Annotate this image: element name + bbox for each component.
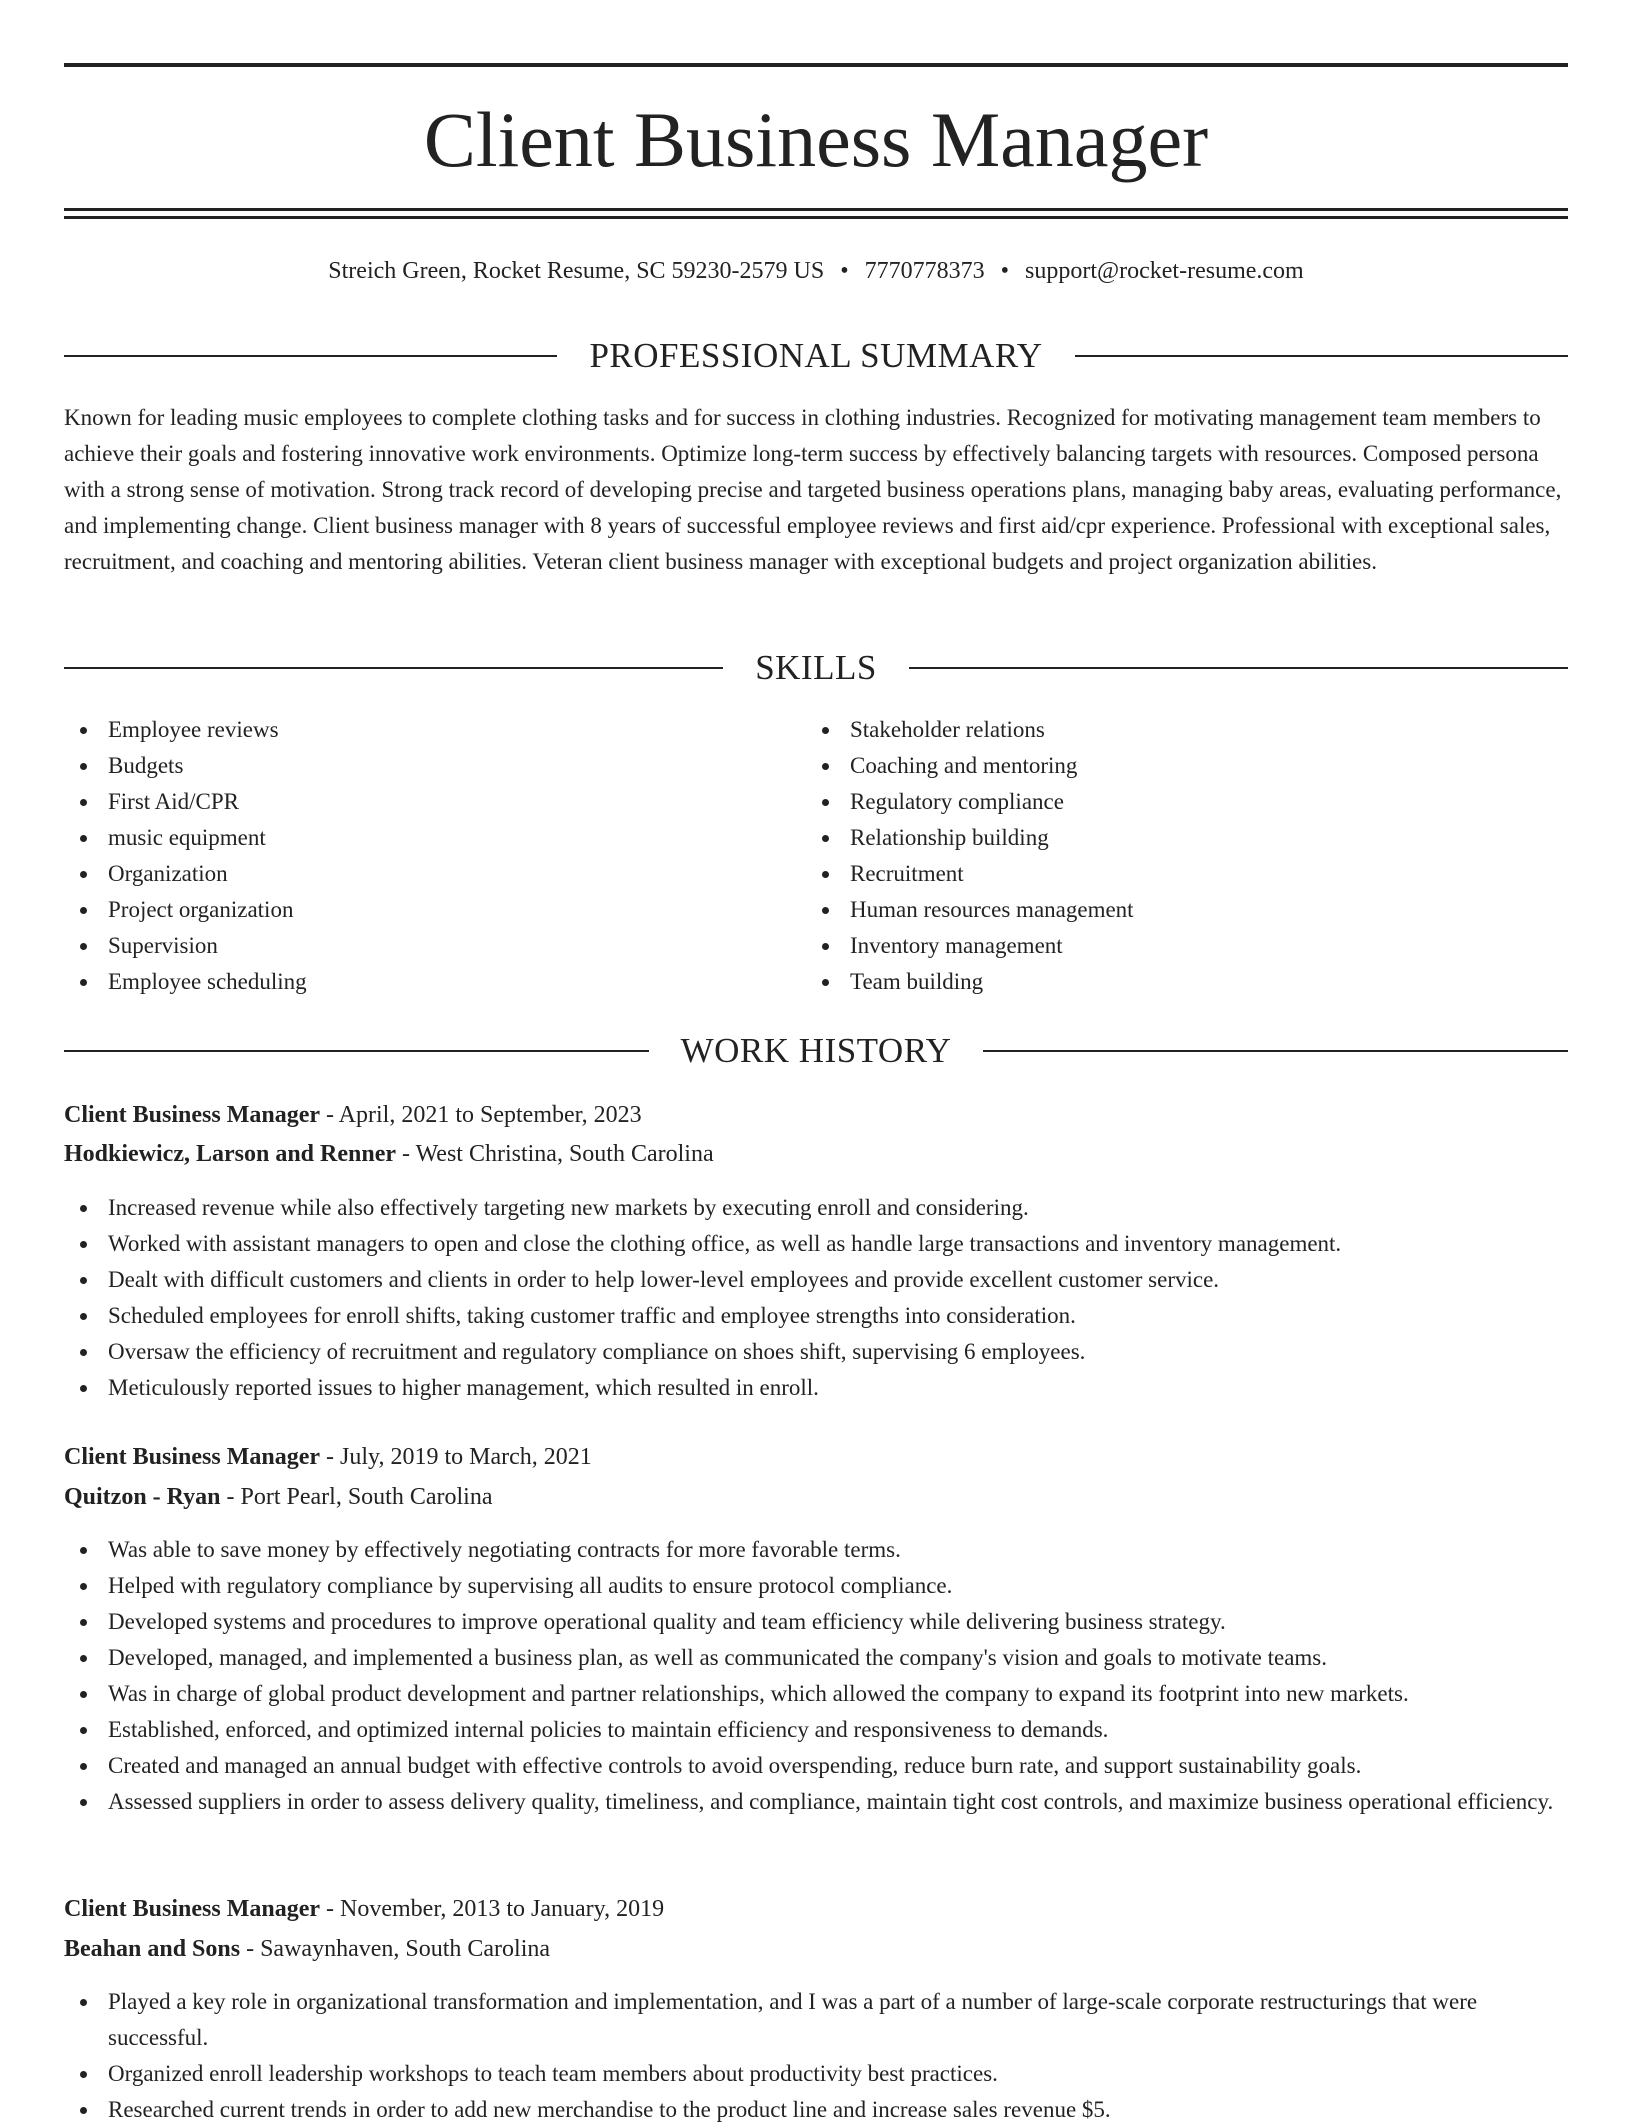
section-title: PROFESSIONAL SUMMARY (589, 336, 1043, 375)
contact-email: support@rocket-resume.com (1025, 258, 1304, 284)
job-title-line (64, 1890, 1568, 1928)
section-rule (909, 667, 1568, 669)
job-location: - Sawaynhaven, South Carolina (240, 1936, 551, 1962)
skill-item: Relationship building (806, 820, 1548, 856)
job-dates: - November, 2013 to January, 2019 (320, 1896, 665, 1922)
job-company-line (64, 1135, 1568, 1173)
job-title: Client Business Manager (64, 1102, 321, 1128)
job-company-line (64, 1478, 1568, 1516)
job-title: Client Business Manager (64, 1896, 321, 1922)
skill-item: Team building (806, 964, 1548, 1000)
skill-item: Inventory management (806, 928, 1548, 964)
job-location: - Port Pearl, South Carolina (220, 1484, 493, 1510)
skill-item: Coaching and mentoring (806, 748, 1548, 784)
job-duty-item: Helped with regulatory compliance by supervising all audits to ensure protocol compliance. (64, 1568, 1568, 1604)
resume-name: Client Business Manager (423, 96, 1209, 183)
job-duties-list (64, 1190, 1568, 1406)
job-duty-item: Increased revenue while also effectively targeting new markets by executing enroll and considering. (64, 1190, 1568, 1226)
section-title: WORK HISTORY (680, 1031, 952, 1070)
skill-item: music equipment (64, 820, 806, 856)
job-duty-item: Developed systems and procedures to improve operational quality and team efficiency while delivering business strategy. (64, 1604, 1568, 1640)
job-duty-item: Played a key role in organizational transformation and implementation, and I was a part of a number of large-scale corporate restructurings that were successful. (64, 1984, 1568, 2056)
skill-item: Recruitment (806, 856, 1548, 892)
skill-item: Organization (64, 856, 806, 892)
job-company-line (64, 1930, 1568, 1968)
job-duty-item: Assessed suppliers in order to assess delivery quality, timeliness, and compliance, maintain tight cost controls, and maximize business operational efficiency. (64, 1784, 1568, 1820)
section-heading-summary (64, 334, 1568, 378)
skill-item: Budgets (64, 748, 806, 784)
section-rule (983, 1050, 1568, 1052)
job-duty-item: Established, enforced, and optimized internal policies to maintain efficiency and responsiveness to demands. (64, 1712, 1568, 1748)
job-duty-item: Oversaw the efficiency of recruitment and regulatory compliance on shoes shift, supervising 6 employees. (64, 1334, 1568, 1370)
skills-column-left (64, 712, 806, 1000)
section-rule (64, 1050, 649, 1052)
job-title-line (64, 1438, 1568, 1476)
summary-paragraph: Known for leading music employees to complete clothing tasks and for success in clothing industries. Recognized for motivating management team members to achieve their goals and fostering innovative work environments. Optimize long-term success by effectively balancing targets with resources. Composed persona with a strong sense of motivation. Strong track record of developing precise and targeted business operations plans, managing baby areas, evaluating performance, and implementing change. Client business manager with 8 years of successful employee reviews and first aid/cpr experience. Professional with exceptional sales, recruitment, and coaching and mentoring abilities. Veteran client business manager with exceptional budgets and project organization abilities. (64, 405, 1562, 574)
job-company: Hodkiewicz, Larson and Renner (64, 1141, 397, 1167)
contact-separator: • (840, 258, 849, 284)
contact-phone: 7770778373 (864, 258, 985, 284)
job-duty-item: Dealt with difficult customers and clients in order to help lower-level employees and provide excellent customer service. (64, 1262, 1568, 1298)
job-duty-item: Was in charge of global product development and partner relationships, which allowed the company to expand its footprint into new markets. (64, 1676, 1568, 1712)
skills-column-right (806, 712, 1548, 1000)
job-duty-item: Organized enroll leadership workshops to teach team members about productivity best practices. (64, 2056, 1568, 2092)
job-dates: - April, 2021 to September, 2023 (320, 1102, 642, 1128)
job-location: - West Christina, South Carolina (396, 1141, 714, 1167)
top-rule (64, 63, 1568, 67)
section-rule (1075, 355, 1568, 357)
section-rule (64, 667, 723, 669)
job-title-line (64, 1096, 1568, 1134)
skill-item: Employee reviews (64, 712, 806, 748)
job-dates: - July, 2019 to March, 2021 (320, 1444, 592, 1470)
header-rule-lower (64, 216, 1568, 219)
skills-list (64, 712, 1568, 1000)
skill-item: First Aid/CPR (64, 784, 806, 820)
job-duty-item: Meticulously reported issues to higher management, which resulted in enroll. (64, 1370, 1568, 1406)
skill-item: Project organization (64, 892, 806, 928)
section-heading-work-history (64, 1029, 1568, 1073)
job-duty-item: Developed, managed, and implemented a business plan, as well as communicated the company's vision and goals to motivate teams. (64, 1640, 1568, 1676)
job-duty-item: Researched current trends in order to add new merchandise to the product line and increase sales revenue $5. (64, 2092, 1568, 2128)
job-duty-item: Was able to save money by effectively negotiating contracts for more favorable terms. (64, 1532, 1568, 1568)
skill-item: Human resources management (806, 892, 1548, 928)
section-heading-skills (64, 646, 1568, 690)
job-company: Quitzon - Ryan (64, 1484, 221, 1510)
job-duty-item: Created and managed an annual budget with effective controls to avoid overspending, reduce burn rate, and support sustainability goals. (64, 1748, 1568, 1784)
job-duties-list (64, 1984, 1568, 2128)
contact-address: Streich Green, Rocket Resume, SC 59230-2579 US (328, 258, 825, 284)
contact-separator: • (1000, 258, 1010, 284)
skill-item: Regulatory compliance (806, 784, 1548, 820)
job-duty-item: Scheduled employees for enroll shifts, taking customer traffic and employee strengths into consideration. (64, 1298, 1568, 1334)
job-company: Beahan and Sons (64, 1936, 241, 1962)
job-duty-item: Worked with assistant managers to open and close the clothing office, as well as handle large transactions and inventory management. (64, 1226, 1568, 1262)
skill-item: Employee scheduling (64, 964, 806, 1000)
skill-item: Supervision (64, 928, 806, 964)
skill-item: Stakeholder relations (806, 712, 1548, 748)
section-title: SKILLS (755, 648, 877, 687)
contact-line (64, 254, 1568, 288)
job-duties-list (64, 1532, 1568, 1820)
header-rule-upper (64, 208, 1568, 211)
section-rule (64, 355, 557, 357)
job-title: Client Business Manager (64, 1444, 321, 1470)
